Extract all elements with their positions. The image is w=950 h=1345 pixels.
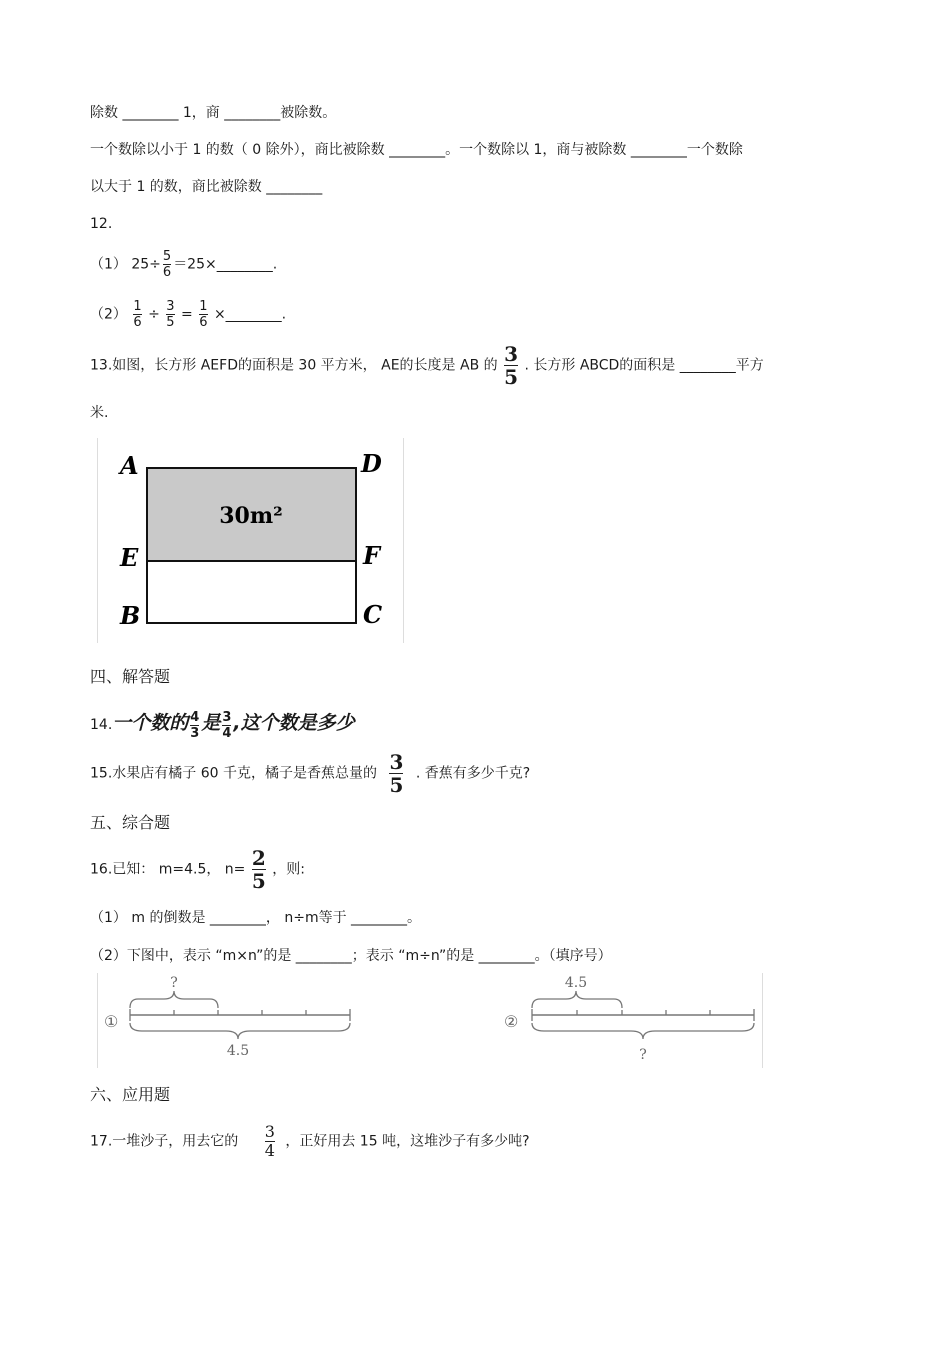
numerator: 1	[133, 299, 142, 314]
q17-suffix: ，正好用去 15 吨，这堆沙子有多少吨?	[285, 1133, 530, 1150]
q12-p2-fraction-a	[133, 300, 141, 329]
section-5-heading: 五、综合题	[90, 813, 171, 832]
q16-line-1	[90, 848, 305, 891]
label-a: A	[120, 451, 139, 480]
q16-suffix: ，则:	[272, 861, 305, 878]
q15	[90, 752, 530, 795]
q12-p2-fraction-c	[199, 300, 207, 329]
q15-fraction	[389, 752, 403, 795]
text-line-1: 除数 ________ 1，商 ________被除数。	[90, 105, 337, 121]
numerator: 4	[190, 709, 200, 725]
numerator: 3	[222, 709, 232, 725]
q17	[90, 1124, 530, 1159]
diagram-2-bottom-brace	[532, 1023, 754, 1039]
q12-p2-fraction-b	[166, 300, 174, 329]
denominator: 6	[162, 265, 172, 280]
q16-prefix: 16.已知： m=4.5， n=	[90, 861, 246, 878]
diagram-2-top-brace	[532, 991, 622, 1008]
diagram-1-bottom-brace	[130, 1023, 350, 1039]
q13-fraction	[504, 344, 518, 387]
numerator: 3	[504, 342, 519, 366]
q16-fraction	[252, 848, 266, 891]
diagram-1-top-brace	[130, 991, 218, 1008]
label-f: F	[363, 541, 381, 570]
q14	[90, 708, 355, 740]
denominator: 5	[504, 365, 519, 389]
denominator: 5	[389, 773, 404, 797]
area-label: 30m²	[219, 503, 283, 529]
text-line-2: 一个数除以小于 1 的数（ 0 除外），商比被除数 ________。一个数除以 1，商与被除数 ________一个数除	[90, 142, 743, 158]
q14-text-3: ,这个数是多少	[233, 712, 355, 734]
q16-part2: （2）下图中，表示 “m×n”的是 ________；表示 “m÷n”的是 ________。（填序号）	[90, 948, 612, 964]
label-b: B	[120, 601, 141, 630]
q12-p1-prefix: （1） 25÷	[90, 256, 161, 273]
numerator: 1	[199, 299, 208, 314]
numerator: 2	[251, 846, 266, 870]
q12-p2-prefix: （2）	[90, 306, 127, 323]
diagram-1-bottom-label: 4.5	[226, 1043, 250, 1059]
numerator: 3	[166, 299, 175, 314]
denominator: 5	[166, 315, 175, 330]
q14-fraction-a	[190, 711, 199, 740]
label-d: D	[361, 449, 382, 478]
section-4-heading: 四、解答题	[90, 667, 171, 686]
section-6-heading: 六、应用题	[90, 1085, 171, 1104]
q13-line-1	[90, 344, 764, 387]
diagram-2-index: ②	[504, 1012, 519, 1031]
q14-label: 14.	[90, 717, 113, 733]
q15-prefix: 15.水果店有橘子 60 千克，橘子是香蕉总量的	[90, 765, 377, 782]
numerator: 3	[389, 750, 404, 774]
lower-rect-ebcf	[147, 561, 356, 623]
diagram-1-top-label: ?	[170, 975, 178, 991]
q16-part1: （1） m 的倒数是 ________， n÷m等于 ________。	[90, 910, 422, 926]
diagram-2-bottom-label: ?	[639, 1047, 647, 1063]
q17-fraction	[265, 1124, 275, 1159]
diagram-1-index: ①	[104, 1012, 119, 1031]
divide-sign: ÷	[148, 306, 160, 323]
q12-label: 12.	[90, 216, 113, 232]
numerator: 3	[264, 1122, 275, 1141]
q13-suffix: . 长方形 ABCD的面积是 ________平方	[524, 357, 764, 374]
rectangle-diagram	[98, 438, 403, 643]
denominator: 4	[264, 1141, 275, 1160]
denominator: 6	[199, 315, 208, 330]
q17-prefix: 17.一堆沙子，用去它的	[90, 1133, 239, 1150]
numerator: 5	[162, 249, 172, 264]
q13-line-2: 米.	[90, 405, 109, 421]
q14-text-1: 一个数的	[112, 712, 189, 734]
equals-sign: =	[181, 306, 193, 323]
q12-p1-suffix: ＝25×________.	[173, 256, 278, 273]
denominator: 3	[190, 725, 200, 741]
q12-part2	[90, 300, 286, 329]
number-line-figure	[97, 973, 763, 1068]
brace-diagrams	[98, 973, 762, 1068]
denominator: 5	[251, 869, 266, 893]
denominator: 6	[133, 315, 142, 330]
q15-suffix: . 香蕉有多少千克?	[415, 765, 531, 782]
rectangle-figure	[97, 438, 404, 643]
q13-prefix: 13.如图，长方形 AEFD的面积是 30 平方米， AE的长度是 AB 的	[90, 357, 498, 374]
text-line-3: 以大于 1 的数，商比被除数 ________	[90, 179, 323, 195]
q12-part1	[90, 250, 277, 279]
q14-fraction-b	[222, 711, 231, 740]
denominator: 4	[222, 725, 232, 741]
q14-text-2: 是	[201, 712, 221, 734]
q12-p2-suffix: ×________.	[213, 306, 287, 323]
q12-p1-fraction	[163, 250, 171, 279]
label-c: C	[363, 600, 383, 629]
label-e: E	[120, 543, 139, 572]
diagram-2-top-label: 4.5	[564, 975, 588, 991]
